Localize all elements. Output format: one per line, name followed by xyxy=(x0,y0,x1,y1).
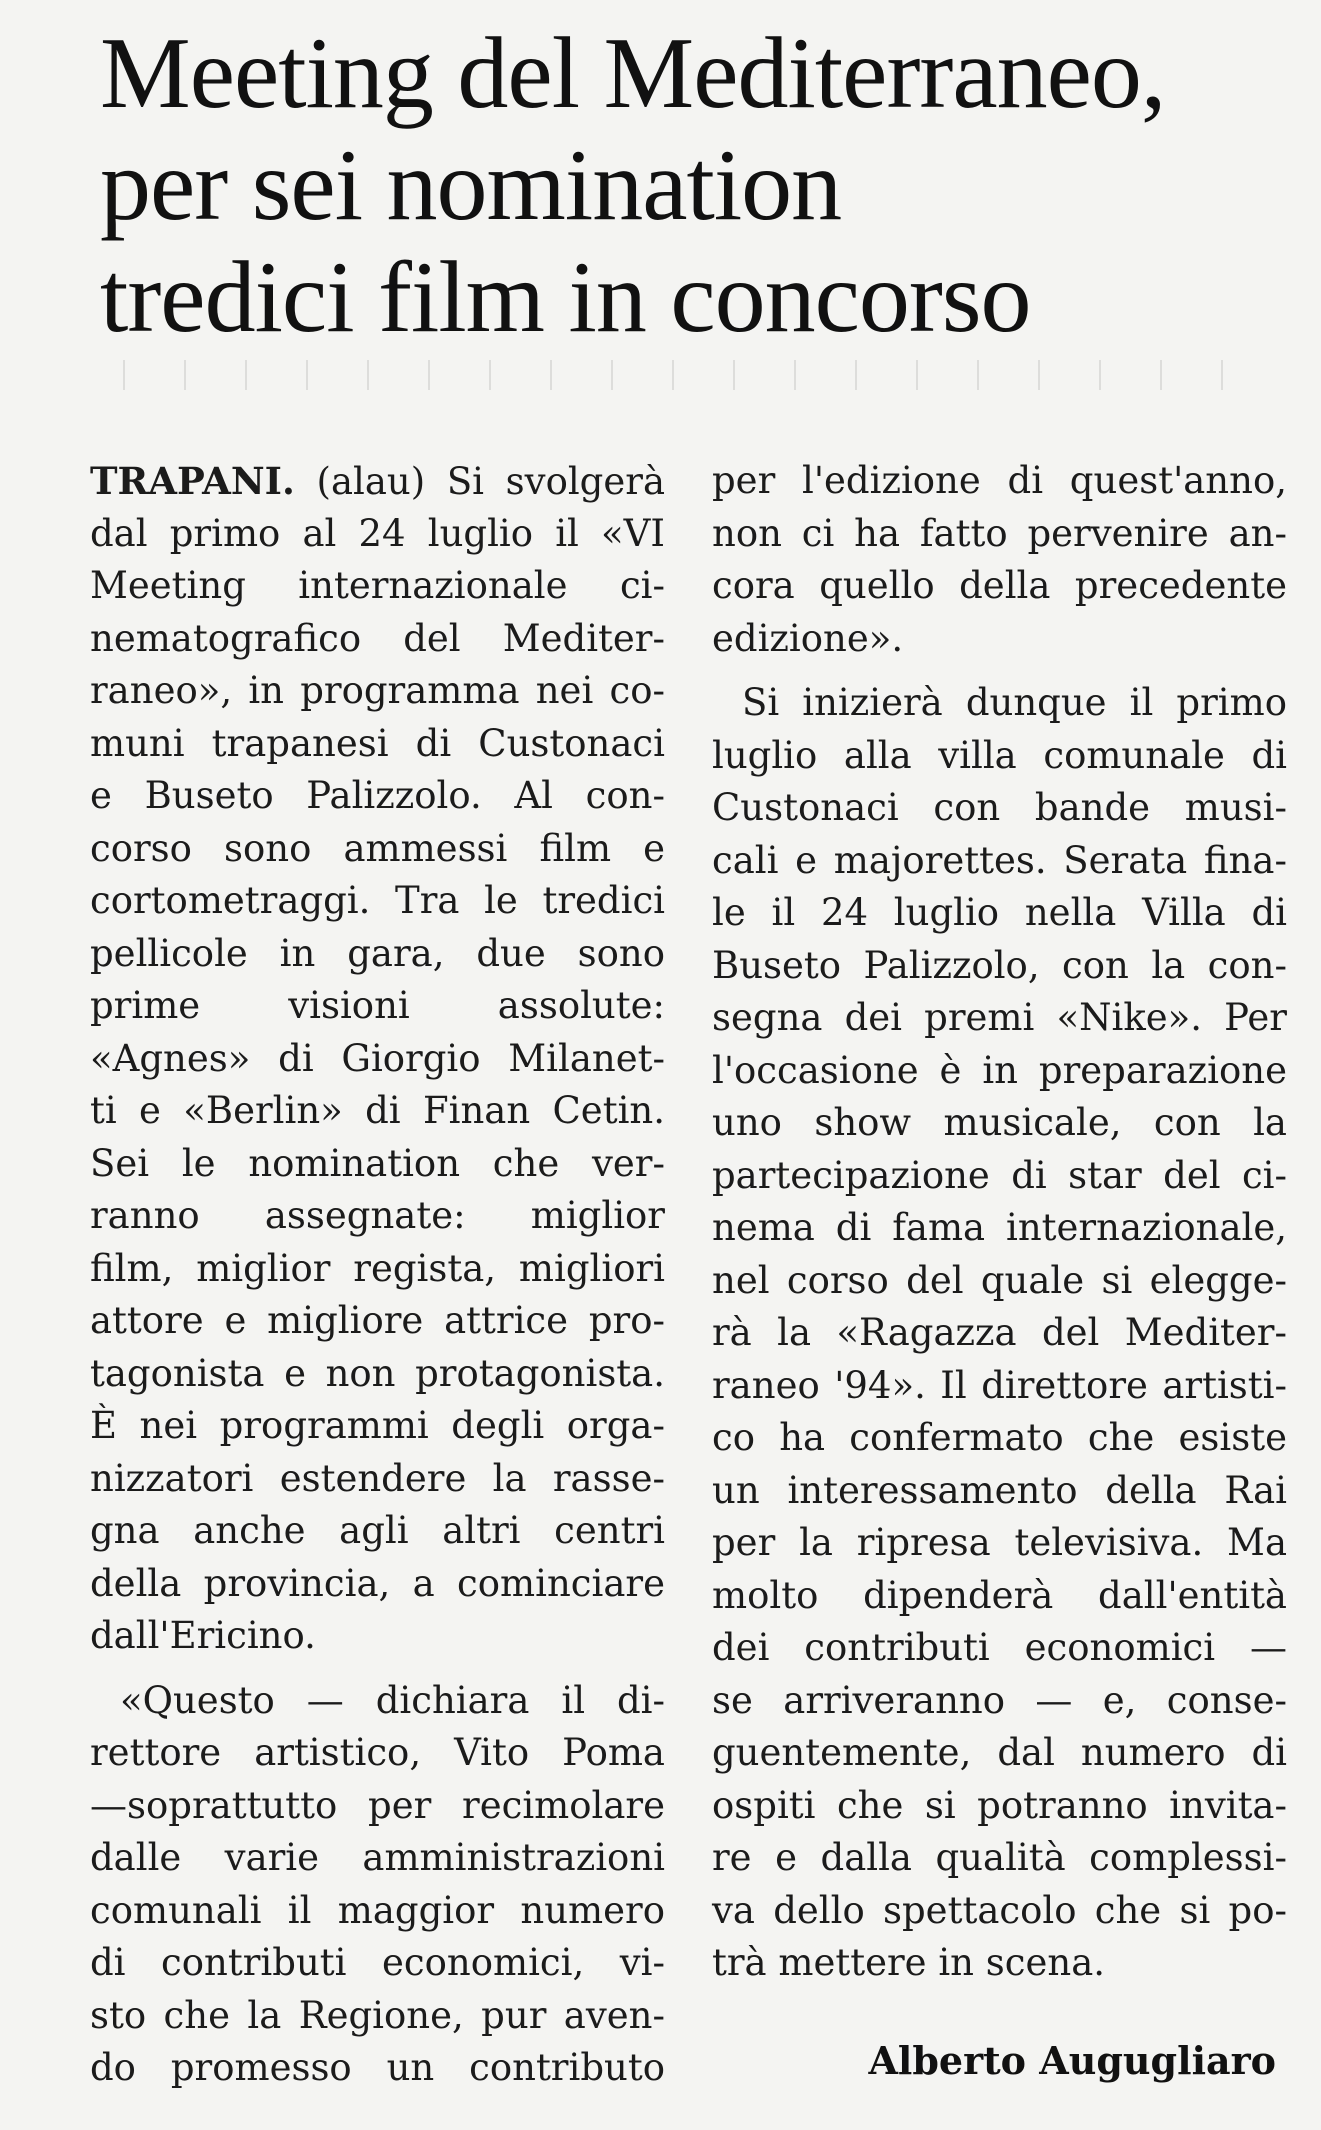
text-line: trà mettere in scena. xyxy=(712,1941,1106,1984)
paragraph-gap xyxy=(90,1663,665,1675)
text-line: prime visioni assolute: xyxy=(90,984,665,1027)
text-line: cora quello della precedente xyxy=(712,564,1287,607)
text-line: tagonista e non protagonista. xyxy=(90,1351,665,1395)
text-line: Sei le nomination che ver- xyxy=(90,1141,665,1185)
text-line: Custonaci con bande musi- xyxy=(712,786,1287,829)
text-line: un interessamento della Rai xyxy=(712,1468,1287,1512)
article-column-right xyxy=(712,455,1287,1990)
text-line: rà la «Ragazza del Mediter- xyxy=(712,1311,1287,1354)
headline-line: Meeting del Mediterraneo, xyxy=(100,17,1166,130)
text-line: luglio alla villa comunale di xyxy=(712,733,1287,777)
text-line: cortometraggi. Tra le tredici xyxy=(90,879,665,922)
text-line: guentemente, dal numero di xyxy=(712,1731,1287,1774)
text-line: le il 24 luglio nella Villa di xyxy=(712,891,1287,934)
text-line: film, miglior regista, migliori xyxy=(90,1246,665,1290)
text-line: re e dalla qualità complessi- xyxy=(712,1836,1287,1879)
text-line: attore e migliore attrice pro- xyxy=(90,1299,665,1342)
headline-line: tredici film in concorso xyxy=(100,241,1031,354)
dateline-continuation: (alau) Si svolgerà xyxy=(316,460,665,503)
text-line: l'occasione è in preparazione xyxy=(712,1048,1287,1092)
text-line: di contributi economici, vi- xyxy=(90,1941,665,1984)
text-line: rettore artistico, Vito Poma xyxy=(90,1731,665,1774)
text-line: —soprattutto per recimolare xyxy=(90,1783,665,1827)
text-line: nel corso del quale si elegge- xyxy=(712,1258,1287,1302)
text-line: va dello spettacolo che si po- xyxy=(712,1888,1287,1932)
text-line: sto che la Regione, pur aven- xyxy=(90,1993,665,2037)
text-line: ranno assegnate: miglior xyxy=(90,1194,665,1237)
text-line: Meeting internazionale ci- xyxy=(90,564,665,607)
text-line: do promesso un contributo xyxy=(90,2046,665,2089)
text-line: segna dei premi «Nike». Per xyxy=(712,996,1287,1039)
text-line: uno show musicale, con la xyxy=(712,1101,1287,1144)
text-line: nema di fama internazionale, xyxy=(712,1206,1287,1249)
text-line: dal primo al 24 luglio il «VI xyxy=(90,511,665,555)
text-line: raneo '94». Il direttore artisti- xyxy=(712,1363,1287,1407)
text-line: raneo», in programma nei co- xyxy=(90,669,665,712)
text-line: nizzatori estendere la rasse- xyxy=(90,1456,665,1500)
text-line: per l'edizione di quest'anno, xyxy=(712,459,1287,502)
headline xyxy=(100,18,1260,354)
text-line: pellicole in gara, due sono xyxy=(90,931,665,975)
text-line: molto dipenderà dall'entità xyxy=(712,1573,1287,1617)
text-line: per la ripresa televisiva. Ma xyxy=(712,1521,1287,1564)
text-line: «Agnes» di Giorgio Milanet- xyxy=(90,1036,665,1080)
text-line: È nei programmi degli orga- xyxy=(90,1404,665,1447)
byline: Alberto Augugliaro xyxy=(868,2038,1276,2083)
article-column-left xyxy=(90,455,665,2095)
text-line: e Buseto Palizzolo. Al con- xyxy=(90,774,665,817)
dateline: TRAPANI. xyxy=(90,459,295,503)
headline-line: per sei nomination xyxy=(100,129,842,242)
text-line: ospiti che si potranno invita- xyxy=(712,1783,1287,1827)
text-line: dall'Ericino. xyxy=(90,1614,316,1657)
text-line: nematografico del Mediter- xyxy=(90,616,665,660)
text-line: gna anche agli altri centri xyxy=(90,1509,665,1552)
text-line: non ci ha fatto pervenire an- xyxy=(712,511,1287,555)
text-line: muni trapanesi di Custonaci xyxy=(90,721,665,765)
text-line: dei contributi economici — xyxy=(712,1626,1287,1669)
text-line xyxy=(90,455,665,508)
print-speckle xyxy=(100,360,1260,390)
text-line: ti e «Berlin» di Finan Cetin. xyxy=(90,1089,665,1132)
text-line: comunali il maggior numero xyxy=(90,1888,665,1932)
text-line: corso sono ammessi film e xyxy=(90,826,665,870)
text-line: «Questo — dichiara il di- xyxy=(120,1678,665,1722)
paragraph-gap xyxy=(712,665,1287,677)
text-line: della provincia, a cominciare xyxy=(90,1561,665,1605)
text-line: Buseto Palizzolo, con la con- xyxy=(712,943,1287,987)
text-line: dalle varie amministrazioni xyxy=(90,1836,665,1879)
text-line: co ha confermato che esiste xyxy=(712,1416,1287,1459)
text-line: edizione». xyxy=(712,616,904,660)
text-line: Si inizierà dunque il primo xyxy=(742,681,1287,724)
text-line: cali e majorettes. Serata fina- xyxy=(712,838,1287,882)
text-line: se arriveranno — e, conse- xyxy=(712,1678,1287,1722)
text-line: partecipazione di star del ci- xyxy=(712,1153,1287,1197)
